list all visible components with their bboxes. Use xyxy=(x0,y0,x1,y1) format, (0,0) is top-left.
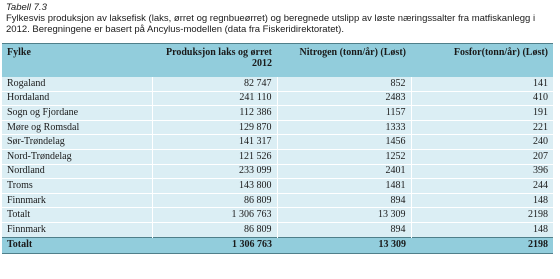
total-produksjon: 1 306 763 xyxy=(152,237,277,253)
cell-fosfor: 396 xyxy=(411,164,553,179)
cell-produksjon: 112 386 xyxy=(152,106,277,121)
cell-fosfor: 410 xyxy=(411,91,553,106)
cell-nitrogen: 2483 xyxy=(277,91,411,106)
caption-text: Fylkesvis produksjon av laksefisk (laks, ørret og regnbueørret) og beregnede utslipp av løste næringssalter fra matfiskanlegg i 2012. Beregningene er basert på Ancylus-modellen (data fra Fiskeridirektoratet). xyxy=(6,13,536,35)
table-row xyxy=(2,149,553,164)
table-header-row xyxy=(2,44,553,78)
cell-produksjon: 233 099 xyxy=(152,164,277,179)
table-row xyxy=(2,120,553,135)
cell-produksjon: 1 306 763 xyxy=(152,208,277,223)
table-row xyxy=(2,193,553,208)
cell-produksjon: 143 800 xyxy=(152,179,277,194)
table-caption xyxy=(6,2,554,35)
cell-fylke: Troms xyxy=(7,179,33,191)
cell-nitrogen: 1456 xyxy=(277,135,411,150)
header-nitrogen: Nitrogen (tonn/år) (Løst) xyxy=(277,44,411,78)
cell-fosfor: 207 xyxy=(411,149,553,164)
total-nitrogen: 13 309 xyxy=(277,237,411,253)
cell-produksjon: 121 526 xyxy=(152,149,277,164)
cell-nitrogen: 1481 xyxy=(277,179,411,194)
cell-fylke: Sør-Trøndelag xyxy=(7,136,65,148)
cell-produksjon: 86 809 xyxy=(152,193,277,208)
cell-fylke: Nordland xyxy=(7,165,45,177)
header-fylke: Fylke xyxy=(2,44,152,78)
caption-label: Tabell 7.3 xyxy=(6,2,47,13)
cell-fosfor: 221 xyxy=(411,120,553,135)
table-row xyxy=(2,91,553,106)
table-row xyxy=(2,222,553,237)
header-produksjon: Produksjon laks og ørret 2012 xyxy=(152,44,277,78)
table-row xyxy=(2,164,553,179)
cell-fosfor: 240 xyxy=(411,135,553,150)
table-row xyxy=(2,77,553,91)
cell-nitrogen: 852 xyxy=(277,77,411,91)
cell-fylke: Møre og Romsdal xyxy=(7,121,80,133)
fish-production-table xyxy=(2,43,553,254)
header-fosfor: Fosfor(tonn/år) (Løst) xyxy=(411,44,553,78)
cell-fylke: Nord-Trøndelag xyxy=(7,150,72,162)
cell-fylke: Sogn og Fjordane xyxy=(7,106,79,118)
cell-fylke: Rogaland xyxy=(7,77,46,89)
table-total-row xyxy=(2,237,553,253)
cell-fylke: Hordaland xyxy=(7,92,50,104)
table-row xyxy=(2,135,553,150)
cell-produksjon: 86 809 xyxy=(152,222,277,237)
cell-nitrogen: 1252 xyxy=(277,149,411,164)
table-row xyxy=(2,208,553,223)
cell-fylke: Finnmark xyxy=(7,194,46,206)
cell-fosfor: 191 xyxy=(411,106,553,121)
cell-fosfor: 244 xyxy=(411,179,553,194)
cell-fylke: Finnmark xyxy=(7,223,46,235)
total-fosfor: 2198 xyxy=(411,237,553,253)
cell-produksjon: 129 870 xyxy=(152,120,277,135)
table-row xyxy=(2,106,553,121)
cell-nitrogen: 1157 xyxy=(277,106,411,121)
cell-nitrogen: 1333 xyxy=(277,120,411,135)
cell-produksjon: 241 110 xyxy=(152,91,277,106)
cell-nitrogen: 894 xyxy=(277,222,411,237)
cell-fosfor: 148 xyxy=(411,193,553,208)
cell-produksjon: 82 747 xyxy=(152,77,277,91)
cell-nitrogen: 13 309 xyxy=(277,208,411,223)
cell-nitrogen: 2401 xyxy=(277,164,411,179)
cell-fylke: Totalt xyxy=(7,209,31,221)
cell-nitrogen: 894 xyxy=(277,193,411,208)
table-row xyxy=(2,179,553,194)
cell-fosfor: 2198 xyxy=(411,208,553,223)
cell-fosfor: 148 xyxy=(411,222,553,237)
cell-produksjon: 141 317 xyxy=(152,135,277,150)
cell-fosfor: 141 xyxy=(411,77,553,91)
total-label: Totalt xyxy=(2,237,152,253)
